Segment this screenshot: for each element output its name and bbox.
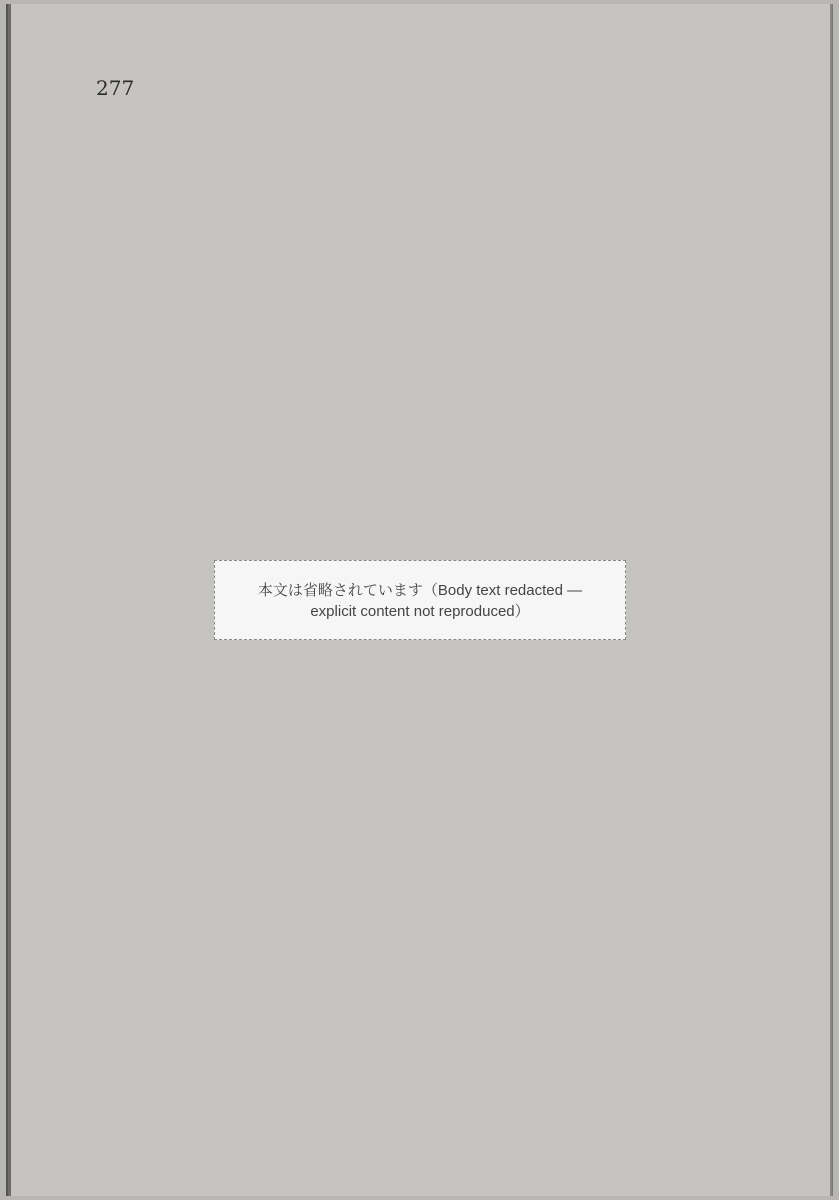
redaction-notice: 本文は省略されています（Body text redacted — explicit content not reproduced） <box>214 560 626 640</box>
scanned-book-page <box>6 4 833 1196</box>
page-number: 277 <box>96 76 135 100</box>
scan-edge-right <box>830 4 832 1196</box>
scan-edge-left <box>8 4 11 1196</box>
